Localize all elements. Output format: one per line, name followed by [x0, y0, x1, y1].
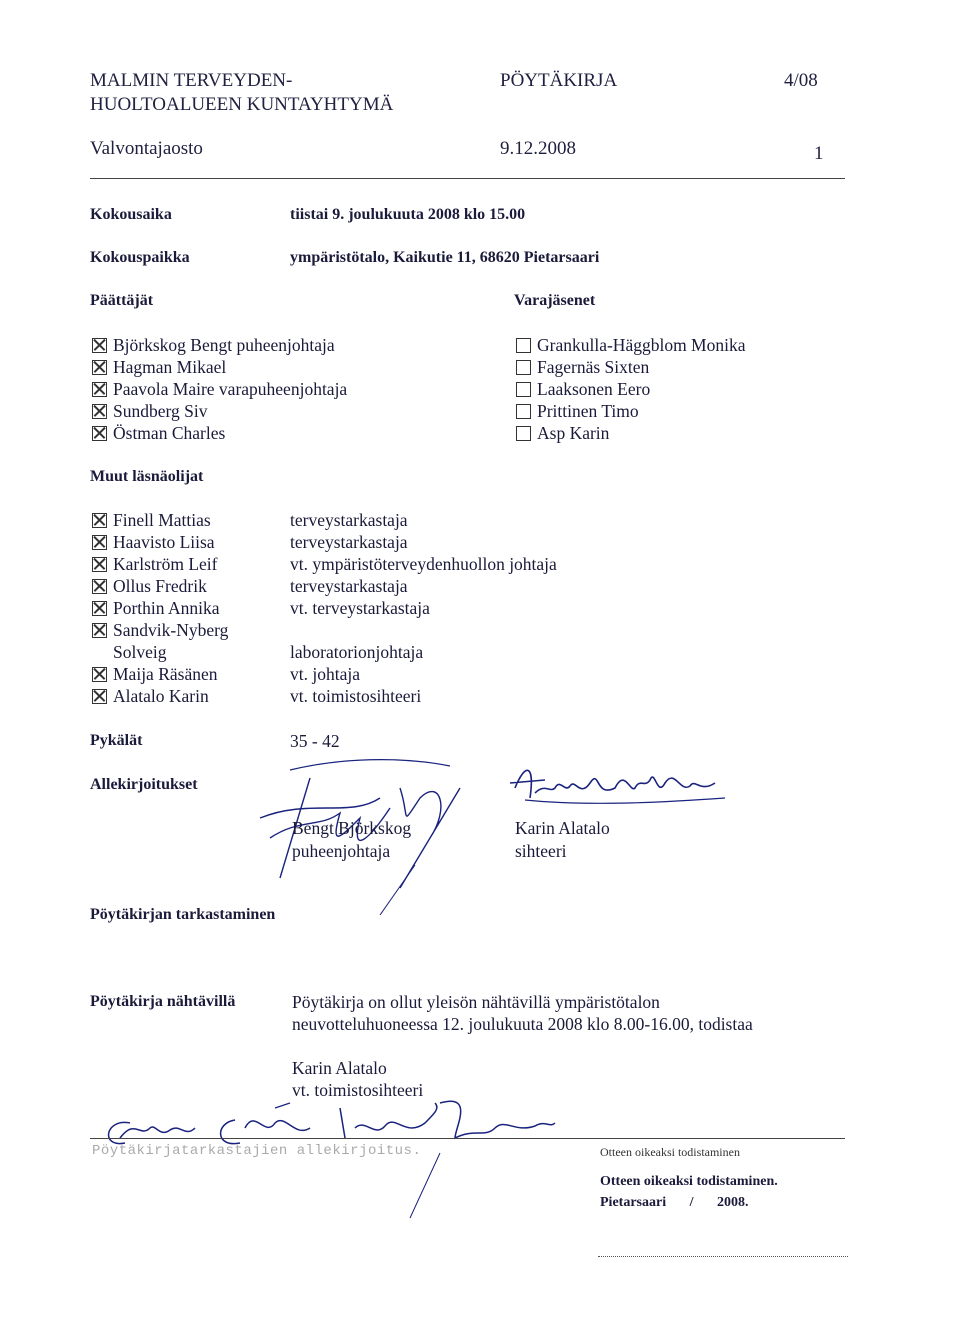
deciders-list — [92, 334, 347, 444]
deputy-name: Prittinen Timo — [537, 400, 639, 421]
checked-checkbox[interactable] — [92, 601, 107, 616]
deputy-row — [516, 356, 746, 378]
attendee-name: Sandvik-Nyberg — [113, 619, 229, 640]
attendee-role-row — [290, 685, 557, 707]
checked-checkbox[interactable] — [92, 623, 107, 638]
attendee-name: Porthin Annika — [113, 597, 220, 618]
page-number: 1 — [814, 143, 824, 164]
decider-name: Östman Charles — [113, 422, 226, 443]
signature-stroke — [360, 860, 420, 920]
attendee-row — [92, 575, 228, 597]
attendee-role-row — [290, 597, 557, 619]
checked-checkbox[interactable] — [92, 689, 107, 704]
org-name-line1: MALMIN TERVEYDEN- — [90, 70, 293, 91]
attendee-role: vt. ympäristöterveydenhuollon johtaja — [290, 553, 557, 574]
decider-row — [92, 378, 347, 400]
footer-divider — [90, 1138, 845, 1139]
signatures-label: Allekirjoitukset — [90, 776, 198, 793]
meeting-place-label: Kokouspaikka — [90, 249, 190, 266]
checked-checkbox[interactable] — [92, 360, 107, 375]
checked-checkbox[interactable] — [92, 382, 107, 397]
checked-checkbox[interactable] — [92, 557, 107, 572]
meeting-time-label: Kokousaika — [90, 206, 172, 223]
attendee-row — [92, 531, 228, 553]
witness-role: vt. toimistosihteeri — [292, 1080, 424, 1100]
signer1-role: puheenjohtaja — [292, 841, 391, 861]
unchecked-checkbox[interactable] — [516, 338, 531, 353]
deputy-name: Fagernäs Sixten — [537, 356, 650, 377]
attendee-role-row — [290, 531, 557, 553]
copy-place: Pietarsaari — [600, 1195, 667, 1210]
checked-checkbox[interactable] — [92, 535, 107, 550]
attendee-name: Alatalo Karin — [113, 685, 209, 706]
review-label: Pöytäkirjan tarkastaminen — [90, 906, 276, 923]
meeting-time-value: tiistai 9. joulukuuta 2008 klo 15.00 — [290, 206, 526, 223]
deputy-row — [516, 400, 746, 422]
attendee-role: vt. toimistosihteeri — [290, 685, 422, 706]
decider-row — [92, 334, 347, 356]
decider-row — [92, 400, 347, 422]
checked-checkbox[interactable] — [92, 579, 107, 594]
committee-name: Valvontajaosto — [90, 138, 203, 159]
paragraphs-label: Pykälät — [90, 732, 143, 749]
decider-name: Paavola Maire varapuheenjohtaja — [113, 378, 348, 399]
deputies-list — [516, 334, 746, 444]
attendee-name: Ollus Fredrik — [113, 575, 207, 596]
witness-name: Karin Alatalo — [292, 1058, 387, 1078]
attendee-name: Solveig — [113, 641, 167, 662]
deputy-name: Grankulla-Häggblom Monika — [537, 334, 746, 355]
org-name-line2: HUOLTOALUEEN KUNTAYHTYMÄ — [90, 94, 394, 115]
decider-row — [92, 422, 347, 444]
attendee-role: terveystarkastaja — [290, 575, 408, 596]
checked-checkbox[interactable] — [92, 667, 107, 682]
attendee-role: vt. johtaja — [290, 663, 360, 684]
signer1-name: Bengt Björkskog — [292, 818, 412, 838]
checked-checkbox[interactable] — [92, 426, 107, 441]
reviewers-signatures — [95, 1098, 575, 1223]
attendee-row — [92, 509, 228, 531]
copy-title: Otteen oikeaksi todistaminen. — [600, 1174, 778, 1189]
attendee-role-row — [290, 641, 557, 663]
signature-dotted-line — [598, 1256, 848, 1257]
deputy-row — [516, 422, 746, 444]
signer2-name: Karin Alatalo — [515, 818, 610, 838]
public-label: Pöytäkirja nähtävillä — [90, 993, 236, 1010]
copy-slash: / — [689, 1195, 694, 1210]
doc-type: PÖYTÄKIRJA — [500, 70, 618, 91]
reviewers-caption: Pöytäkirjatarkastajien allekirjoitus. — [92, 1143, 422, 1159]
others-heading: Muut läsnäolijat — [90, 468, 204, 485]
unchecked-checkbox[interactable] — [516, 426, 531, 441]
header-divider — [90, 178, 845, 179]
doc-number: 4/08 — [784, 70, 818, 91]
checked-checkbox[interactable] — [92, 338, 107, 353]
attendee-role-row — [290, 663, 557, 685]
attendee-name: Maija Räsänen — [113, 663, 218, 684]
checked-checkbox[interactable] — [92, 404, 107, 419]
attendee-row — [92, 553, 228, 575]
attendee-row — [92, 663, 228, 685]
decider-name: Björkskog Bengt puheenjohtaja — [113, 334, 335, 355]
decider-row — [92, 356, 347, 378]
copy-place-line — [600, 1195, 748, 1211]
attendee-role: laboratorionjohtaja — [290, 641, 424, 662]
signer2-role: sihteeri — [515, 841, 567, 861]
decider-name: Hagman Mikael — [113, 356, 227, 377]
checked-checkbox[interactable] — [92, 513, 107, 528]
attendee-role: vt. terveystarkastaja — [290, 597, 430, 618]
deputy-name: Laaksonen Eero — [537, 378, 651, 399]
attendee-role-row — [290, 575, 557, 597]
meeting-date: 9.12.2008 — [500, 138, 576, 159]
deputies-heading: Varajäsenet — [514, 292, 596, 309]
attendee-role-row — [290, 553, 557, 575]
meeting-place-value: ympäristötalo, Kaikutie 11, 68620 Pietarsaari — [290, 249, 600, 266]
unchecked-checkbox[interactable] — [516, 360, 531, 375]
public-text-line2: neuvotteluhuoneessa 12. joulukuuta 2008 klo 8.00-16.00, todistaa — [292, 1014, 753, 1034]
copy-year: 2008. — [716, 1195, 749, 1210]
attendee-row — [92, 619, 228, 641]
unchecked-checkbox[interactable] — [516, 382, 531, 397]
attendee-name: Finell Mattias — [113, 509, 211, 530]
paragraphs-value: 35 - 42 — [290, 731, 340, 751]
attendee-row — [92, 597, 228, 619]
others-names-list — [92, 509, 228, 707]
decider-name: Sundberg Siv — [113, 400, 208, 421]
public-text-line1: Pöytäkirja on ollut yleisön nähtävillä ympäristötalon — [292, 992, 660, 1012]
copy-caption: Otteen oikeaksi todistaminen — [600, 1145, 740, 1159]
unchecked-checkbox[interactable] — [516, 404, 531, 419]
attendee-role-row — [290, 509, 557, 531]
deciders-heading: Päättäjät — [90, 292, 154, 309]
deputy-row — [516, 378, 746, 400]
deputy-name: Asp Karin — [537, 422, 610, 443]
attendee-row — [92, 685, 228, 707]
attendee-name: Karlström Leif — [113, 553, 218, 574]
deputy-row — [516, 334, 746, 356]
attendee-name: Haavisto Liisa — [113, 531, 215, 552]
others-roles-list — [290, 509, 557, 707]
attendee-role-row — [290, 619, 557, 641]
attendee-role: terveystarkastaja — [290, 531, 408, 552]
attendee-row — [92, 641, 228, 663]
attendee-role: terveystarkastaja — [290, 509, 408, 530]
